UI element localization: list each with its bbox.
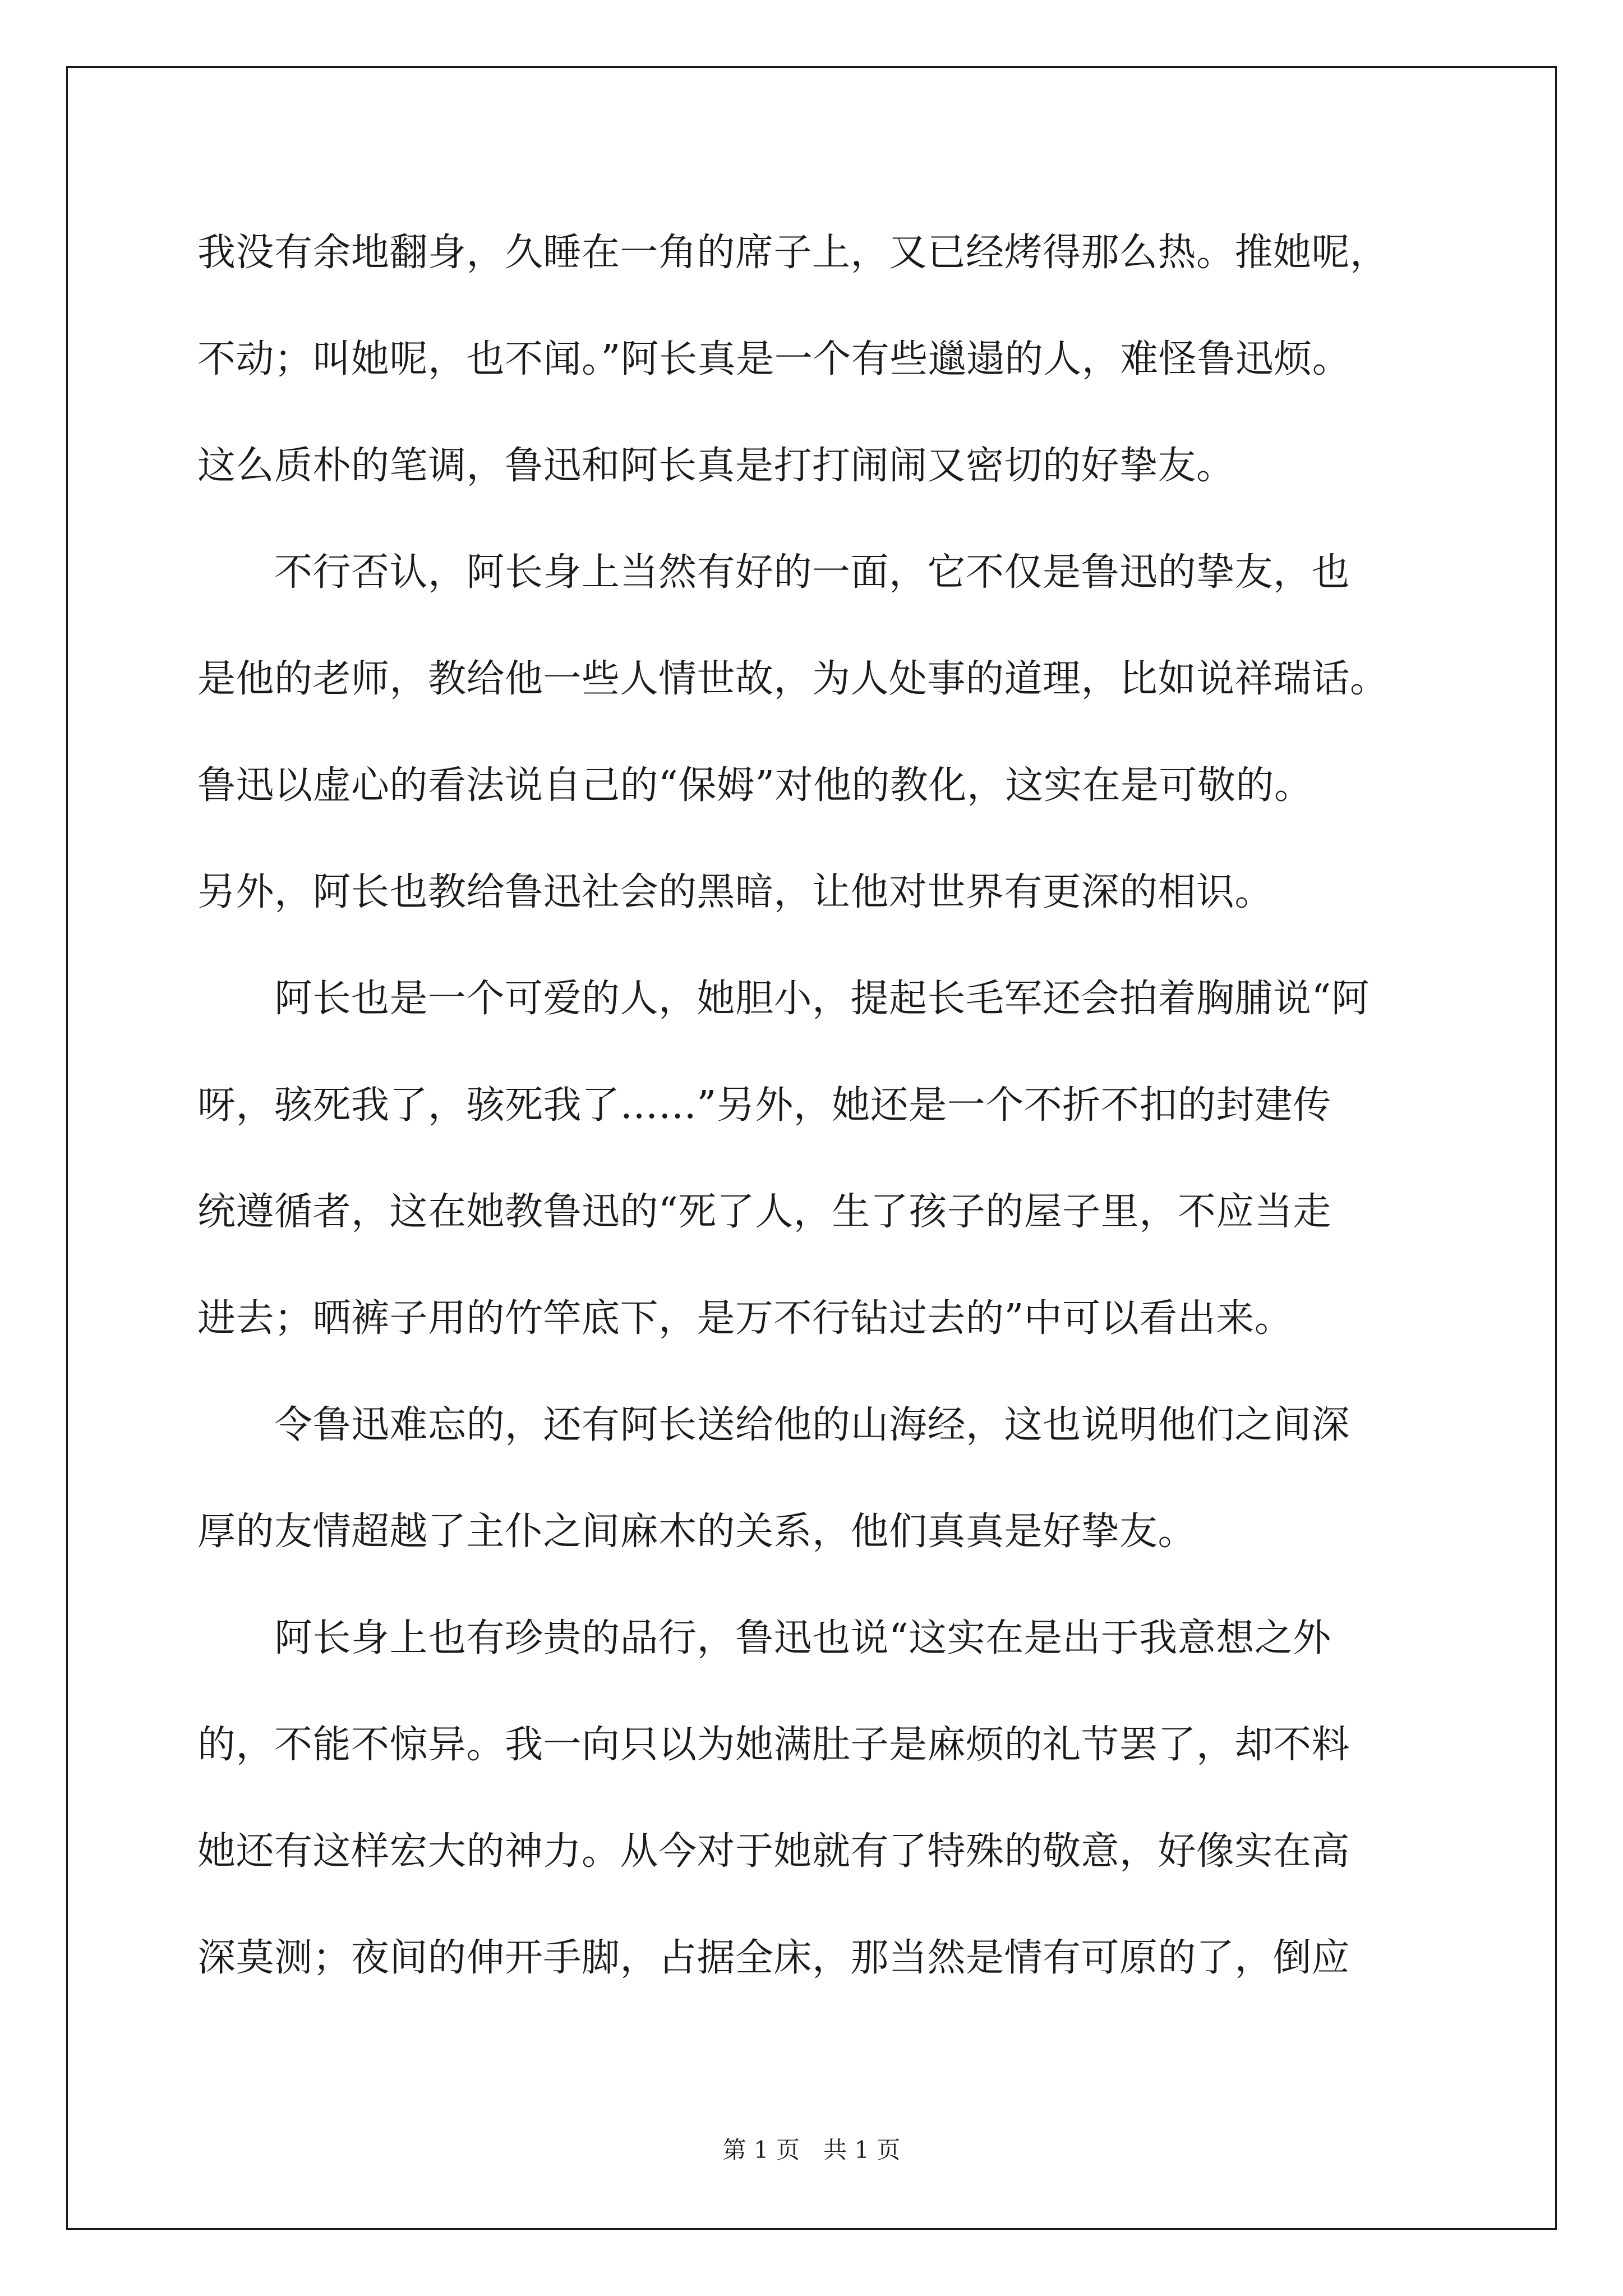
text-line: 她还有这样宏大的神力。从今对于她就有了特殊的敬意，好像实在高 xyxy=(197,1829,1350,1874)
text-line: 鲁迅以虚心的看法说自己的“保姆”对他的教化，这实在是可敬的。 xyxy=(197,763,1313,808)
text-line: 不行否认，阿长身上当然有好的一面，它不仅是鲁迅的挚友，也 xyxy=(197,550,1350,595)
text-line: 另外，阿长也教给鲁迅社会的黑暗，让他对世界有更深的相识。 xyxy=(197,870,1274,914)
document-body xyxy=(197,200,1431,2012)
page-footer: 第 1 页 共 1 页 xyxy=(722,2136,901,2164)
text-line: 是他的老师，教给他一些人情世故，为人处事的道理，比如说祥瑞话。 xyxy=(197,657,1389,701)
text-line: 阿长身上也有珍贵的品行，鲁迅也说“这实在是出于我意想之外 xyxy=(197,1616,1331,1660)
text-line: 厚的友情超越了主仆之间麻木的关系，他们真真是好挚友。 xyxy=(197,1510,1197,1554)
text-line: 我没有余地翻身，久睡在一角的席子上，又已经烤得那么热。推她呢， xyxy=(197,231,1389,275)
text-line: 统遵循者，这在她教鲁迅的“死了人，生了孩子的屋子里，不应当走 xyxy=(197,1190,1331,1234)
text-line: 不动；叫她呢，也不闻。”阿长真是一个有些邋遢的人，难怪鲁迅烦。 xyxy=(197,337,1351,381)
text-line: 阿长也是一个可爱的人，她胆小，提起长毛军还会拍着胸脯说“阿 xyxy=(197,977,1370,1021)
text-line: 这么质朴的笔调，鲁迅和阿长真是打打闹闹又密切的好挚友。 xyxy=(197,444,1235,488)
text-line: 令鲁迅难忘的，还有阿长送给他的山海经，这也说明他们之间深 xyxy=(197,1403,1350,1447)
text-line: 呀，骇死我了，骇死我了……”另外，她还是一个不折不扣的封建传 xyxy=(197,1083,1331,1128)
text-line: 深莫测；夜间的伸开手脚，占据全床，那当然是情有可原的了，倒应 xyxy=(197,1936,1350,1980)
text-line: 进去；晒裤子用的竹竿底下，是万不行钻过去的”中可以看出来。 xyxy=(197,1296,1293,1341)
text-line: 的，不能不惊异。我一向只以为她满肚子是麻烦的礼节罢了，却不料 xyxy=(197,1723,1350,1767)
